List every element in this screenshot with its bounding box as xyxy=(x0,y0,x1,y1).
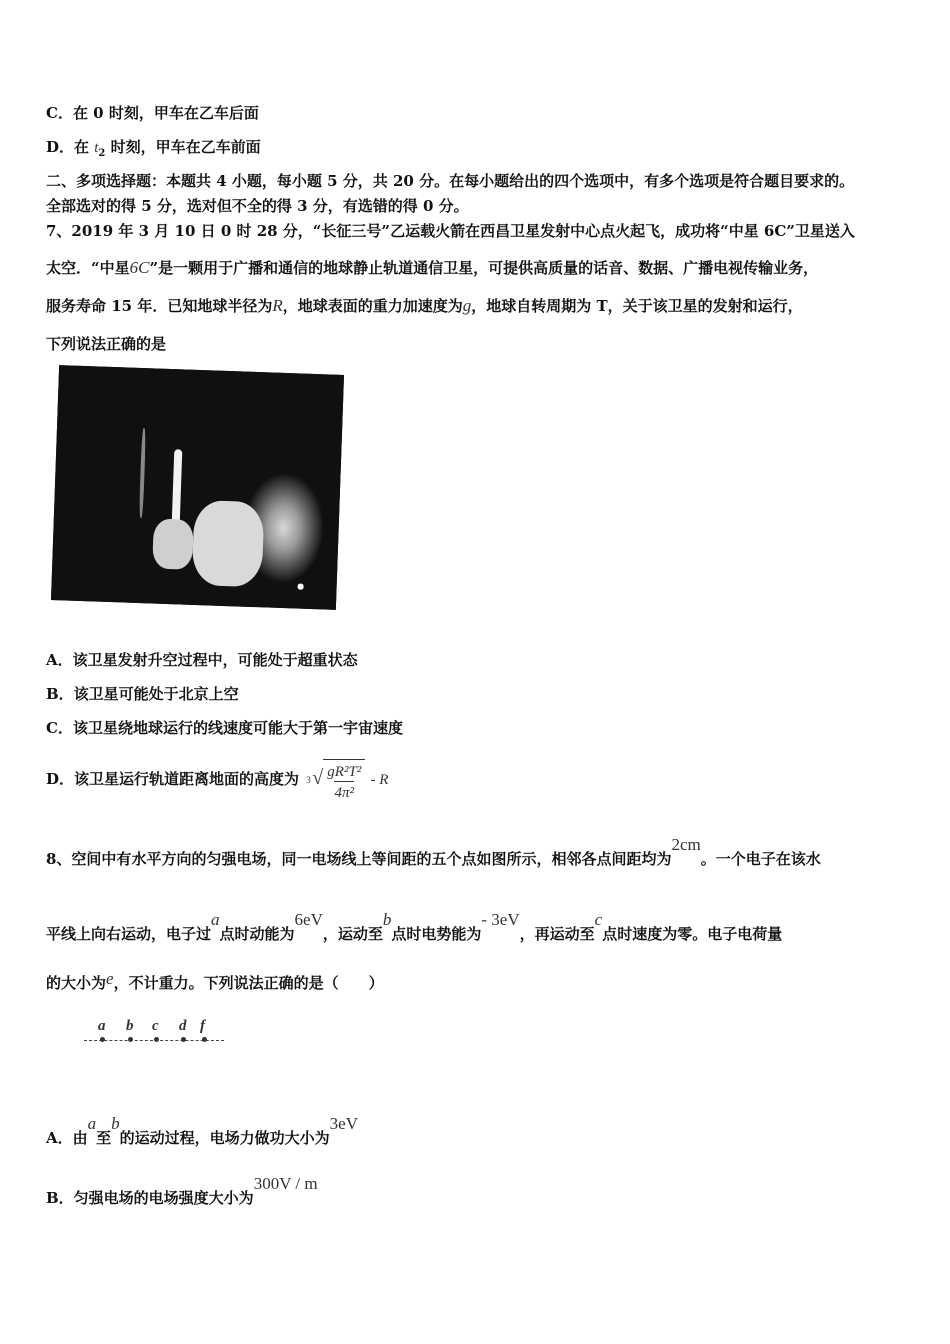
point-label-d: d xyxy=(179,1018,187,1034)
option-c-prev: C．在 0 时刻，甲车在乙车后面 xyxy=(46,104,259,122)
smoke-cloud-left xyxy=(152,518,194,569)
text: 的大小为 xyxy=(46,974,107,992)
numerator: gR²T² xyxy=(327,763,362,780)
value-neg-3ev: - 3eV xyxy=(481,910,520,929)
point-f xyxy=(202,1037,207,1042)
text: ，地球表面的重力加速度为 xyxy=(282,297,463,315)
text: ，运动至 xyxy=(322,925,383,943)
light-spot xyxy=(297,584,303,590)
q7-option-d xyxy=(46,758,388,802)
section-2-heading: 二、多项选择题：本题共 4 小题，每小题 5 分，共 20 分。在每小题给出的四个选项中，有多个选项是符合题目要求的。 xyxy=(46,172,855,190)
q7-line-3 xyxy=(46,296,803,316)
point-d xyxy=(181,1037,186,1042)
text: ，再运动至 xyxy=(519,925,595,943)
point-label-a: a xyxy=(98,1018,106,1034)
var-a: a xyxy=(211,910,220,929)
value-300v-per-m: 300V / m xyxy=(253,1174,318,1193)
text: ”是一颗用于广播和通信的地球静止轨道通信卫星，可提供高质量的话音、数据、广播电视传输业务， xyxy=(149,259,819,277)
var-a: a xyxy=(87,1114,97,1133)
q7-option-b: B．该卫星可能处于北京上空 xyxy=(46,685,239,703)
q8-line-2 xyxy=(46,910,783,946)
q8-line-3 xyxy=(46,969,384,993)
text: ，不计重力。下列说法正确的是（ ） xyxy=(113,974,384,992)
q7-line-2 xyxy=(46,258,818,278)
option-d-prev xyxy=(46,137,261,164)
text: 8、空间中有水平方向的匀强电场，同一电场线上等间距的五个点如图所示，相邻各点间距均为 xyxy=(46,850,672,868)
text: D．在 xyxy=(46,138,95,156)
var-6c: 6C xyxy=(129,258,150,277)
q7-option-c: C．该卫星绕地球运行的线速度可能大于第一宇宙速度 xyxy=(46,719,403,737)
value-6ev: 6eV xyxy=(294,910,323,929)
point-label-b: b xyxy=(126,1018,134,1034)
point-c xyxy=(154,1037,159,1042)
var-g: g xyxy=(462,296,472,315)
var-c: c xyxy=(594,910,603,929)
text: A．由 xyxy=(46,1129,88,1147)
text: 点时动能为 xyxy=(219,925,295,943)
text: 时刻，甲车在乙车前面 xyxy=(105,138,261,156)
smoke-cloud xyxy=(192,500,265,587)
text: B．匀强电场的电场强度大小为 xyxy=(46,1189,254,1207)
q8-option-b xyxy=(46,1174,318,1210)
section-2-rules: 全部选对的得 5 分，选对但不全的得 3 分，有选错的得 0 分。 xyxy=(46,197,469,215)
root-index: 3 xyxy=(306,775,311,785)
var-e: e xyxy=(106,969,114,988)
text: 点时电势能为 xyxy=(391,925,482,943)
text: 服务寿命 15 年．已知地球半径为 xyxy=(46,297,273,315)
q7-option-a: A．该卫星发射升空过程中，可能处于超重状态 xyxy=(46,651,358,669)
text: 的运动过程，电场力做功大小为 xyxy=(119,1129,330,1147)
var-b: b xyxy=(111,1114,120,1133)
q8-line-1 xyxy=(46,835,821,871)
text: 至 xyxy=(96,1129,112,1147)
text: ，地球自转周期为 T，关于该卫星的发射和运行， xyxy=(471,297,803,315)
rocket-launch-photo xyxy=(51,365,344,610)
q7-line-4: 下列说法正确的是 xyxy=(46,335,167,353)
text: 。一个电子在该水 xyxy=(700,850,821,868)
point-label-c: c xyxy=(152,1018,159,1034)
var-t: t xyxy=(94,140,99,156)
value-2cm: 2cm xyxy=(671,835,701,854)
field-line-diagram xyxy=(84,1018,224,1048)
q8-option-a xyxy=(46,1114,358,1150)
subscript: 2 xyxy=(98,148,106,159)
text: 点时速度为零。电子电荷量 xyxy=(602,925,783,943)
point-a xyxy=(100,1037,105,1042)
tower-shape xyxy=(139,428,146,518)
var-b: b xyxy=(382,910,392,929)
denominator: 4π² xyxy=(334,781,354,802)
var-r: R xyxy=(272,296,283,315)
text: 太空．“中星 xyxy=(46,259,130,277)
text: 平线上向右运动，电子过 xyxy=(46,925,212,943)
minus-r: - R xyxy=(370,771,389,788)
cube-root-formula: 3 $√\frac{\text{gR²T²}}{\text{4π²}}$ xyxy=(308,758,365,802)
q7-line-1: 7、2019 年 3 月 10 日 0 时 28 分，“长征三号”乙运载火箭在西昌卫星发射中心点火起飞，成功将“中星 6C”卫星送入 xyxy=(46,222,855,240)
text: D．该卫星运行轨道距离地面的高度为 xyxy=(46,769,300,788)
value-3ev: 3eV xyxy=(329,1114,358,1133)
point-label-f: f xyxy=(200,1018,205,1034)
point-b xyxy=(128,1037,133,1042)
